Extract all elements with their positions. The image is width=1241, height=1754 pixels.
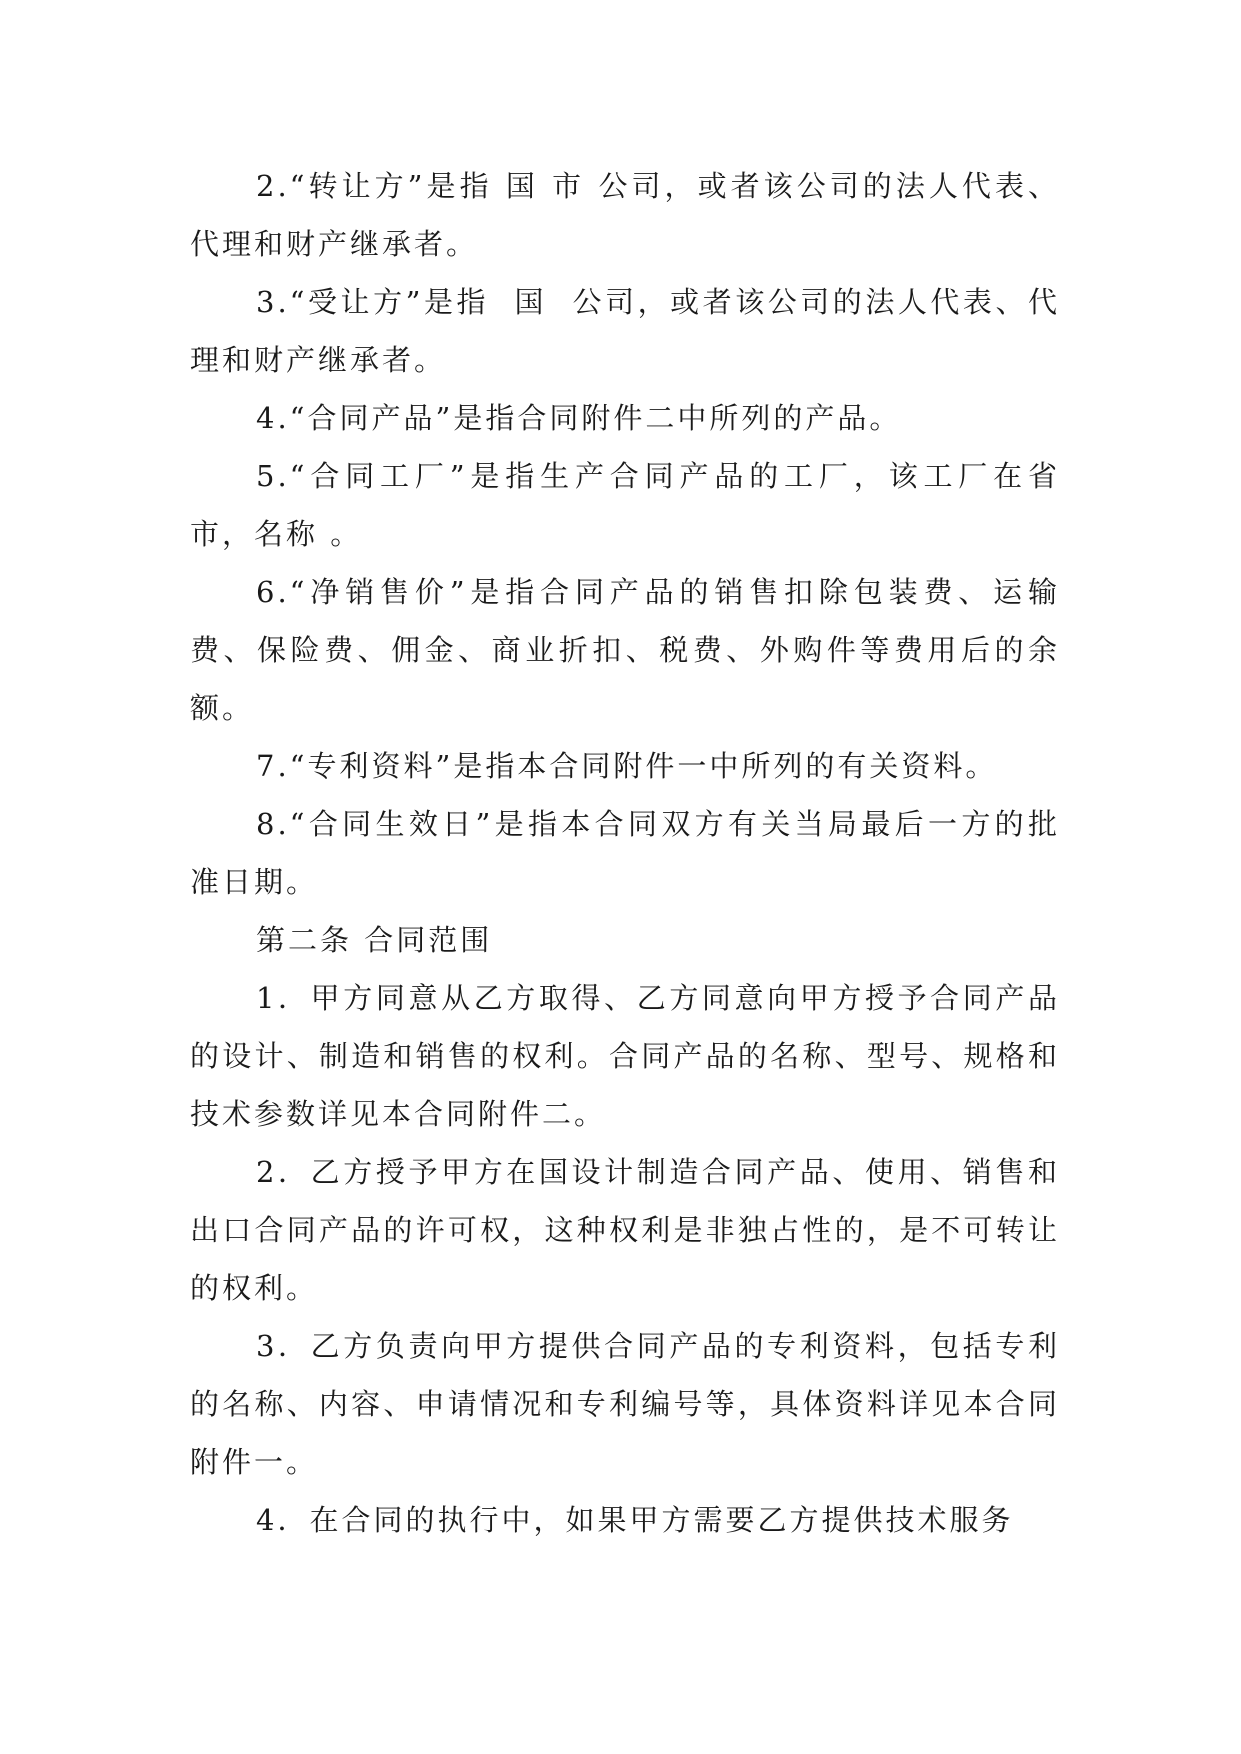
scope-paragraph-4: 4．在合同的执行中，如果甲方需要乙方提供技术服务 bbox=[256, 1503, 1014, 1537]
section-heading: 第二条 合同范围 bbox=[256, 923, 493, 957]
definition-paragraph-3: 3.“受让方”是指 国 公司，或者该公司的法人代表、代理和财产继承者。 bbox=[190, 285, 1060, 377]
definition-paragraph-2: 2.“转让方”是指 国 市 公司，或者该公司的法人代表、代理和财产继承者。 bbox=[190, 169, 1060, 261]
scope-paragraph-1: 1．甲方同意从乙方取得、乙方同意向甲方授予合同产品的设计、制造和销售的权利。合同产品的名称、型号、规格和技术参数详见本合同附件二。 bbox=[190, 981, 1060, 1131]
scope-paragraph-2: 2．乙方授予甲方在国设计制造合同产品、使用、销售和出口合同产品的许可权，这种权利是非独占性的，是不可转让的权利。 bbox=[190, 1155, 1060, 1305]
document-page bbox=[190, 157, 1085, 1549]
scope-paragraph-3: 3．乙方负责向甲方提供合同产品的专利资料，包括专利的名称、内容、申请情况和专利编号等，具体资料详见本合同附件一。 bbox=[190, 1329, 1060, 1479]
definition-paragraph-7: 7.“专利资料”是指本合同附件一中所列的有关资料。 bbox=[256, 749, 998, 783]
definition-paragraph-6: 6.“净销售价”是指合同产品的销售扣除包装费、运输费、保险费、佣金、商业折扣、税费、外购件等费用后的余额。 bbox=[190, 575, 1060, 725]
definition-paragraph-5: 5.“合同工厂”是指生产合同产品的工厂，该工厂在省 市，名称 。 bbox=[190, 459, 1085, 551]
definition-paragraph-4: 4.“合同产品”是指合同附件二中所列的产品。 bbox=[256, 401, 902, 435]
definition-paragraph-8: 8.“合同生效日”是指本合同双方有关当局最后一方的批准日期。 bbox=[190, 807, 1060, 899]
